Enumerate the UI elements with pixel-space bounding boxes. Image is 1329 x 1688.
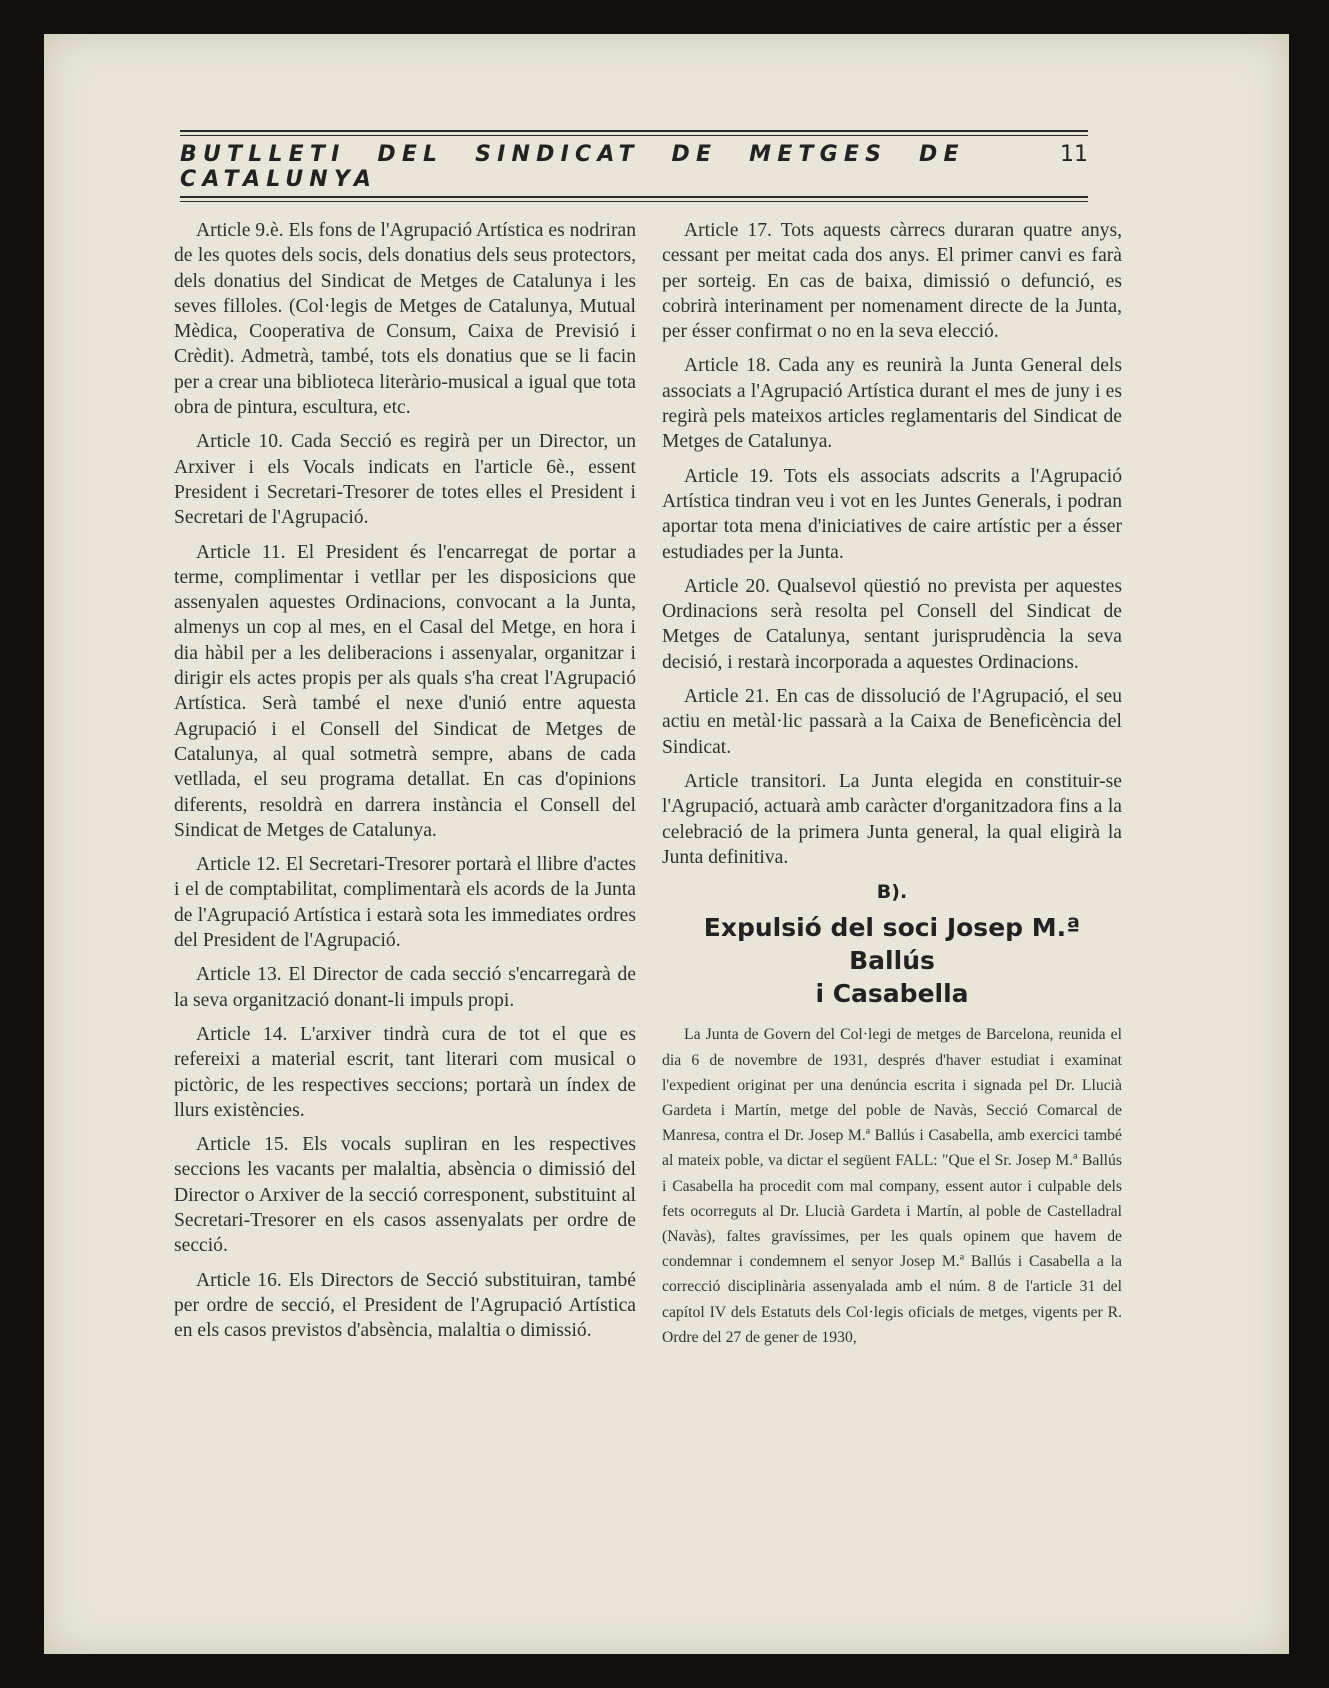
publication-title: BUTLLETI DEL SINDICAT DE METGES DE CATALUNYA [180, 142, 965, 192]
article-9: Article 9.è. Els fons de l'Agrupació Artística es nodriran de les quotes dels socis, dels donatius dels seus protectors, dels donatius del Sindicat de Metges de Catalunya i les seves filloles. (Col·legis de Metges de Catalunya, Mutual Mèdica, Cooperativa de Consum, Caixa de Previsió i Crèdit). Admetrà, també, tots els donatius que se li facin per a crear una biblioteca literàrio-musical a igual que tota obra de pintura, escultura, etc. [174, 220, 636, 419]
section-title-line-1: Expulsió del soci Josep M.ª Ballús [703, 913, 1081, 976]
header-bottom-rule [180, 196, 1088, 202]
article-21: Article 21. En cas de dissolució de l'Agrupació, el seu actiu en metàl·lic passarà a la Caixa de Beneficència del Sindicat. [662, 686, 1122, 758]
section-letter: B). [876, 881, 908, 904]
article-18: Article 18. Cada any es reunirà la Junta General dels associats a l'Agrupació Artística durant el mes de juny i es regirà pels mateixos articles reglamentaris del Sindicat de Metges de Catalunya. [662, 355, 1122, 453]
header-row [180, 136, 1088, 196]
article-10: Article 10. Cada Secció es regirà per un Director, un Arxiver i els Vocals indicats en l'article 6è., essent President i Secretari-Tresorer de totes elles el President i Secretari de l'Agrupació. [174, 431, 636, 529]
article-13: Article 13. El Director de cada secció s'encarregarà de la seva organització donant-li impuls propi. [174, 964, 636, 1011]
article-11: Article 11. El President és l'encarregat de portar a terme, complimentar i vetllar per les disposicions que assenyalen aquestes Ordinacions, convocant a la Junta, almenys un cop al mes, en el Casal del Metge, en hora i dia hàbil per a les deliberacions i assenyalar, organitzar i dirigir els actes propis per als quals s'ha creat l'Agrupació Artística. Serà també el nexe d'unió entre aquesta Agrupació i el Consell del Sindicat de Metges de Catalunya, al qual sotmetrà sempre, abans de cada vetllada, el seu programa detallat. En cas d'opinions diferents, resoldrà en darrera instància el Consell del Sindicat de Metges de Catalunya. [174, 541, 636, 841]
article-15: Article 15. Els vocals supliran en les respectives seccions les vacants per malaltia, absència o dimissió del Director o Arxiver de la secció corresponent, substituint al Secretari-Tresorer en els casos assenyalats per ordre de secció. [174, 1134, 636, 1257]
section-body: La Junta de Govern del Col·legi de metges de Barcelona, reunida el dia 6 de novembre de 1931, després d'haver estudiat i examinat l'expedient originat per una denúncia escrita i signada pel Dr. Llucià Gardeta i Martín, metge del poble de Navàs, Secció Comarcal de Manresa, contra el Dr. Josep M.ª Ballús i Casabella, amb exercici també al mateix poble, va dictar el següent FALL: "Que el Sr. Josep M.ª Ballús i Casabella ha procedit com mal company, essent autor i culpable dels fets ocorreguts al Dr. Llucià Gardeta i Martín, al poble de Castelladral (Navàs), faltes gravíssimes, per les quals opinem que havem de condemnar i condemnem el senyor Josep M.ª Ballús i Casabella a la correcció disciplinària assenyalada amb el núm. 8 de l'article 31 del capítol IV dels Estatuts dels Col·legis oficials de metges, vigents per R. Ordre del 27 de gener de 1930, [662, 1026, 1122, 1346]
left-column [174, 218, 636, 1352]
article-transitori: Article transitori. La Junta elegida en constituir-se l'Agrupació, actuarà amb caràcter d'organitzadora fins a la celebració de la primera Junta general, la qual eligirà la Junta definitiva. [662, 770, 1122, 868]
article-19: Article 19. Tots els associats adscrits a l'Agrupació Artística tindran veu i vot en les Juntes Generals, i podran aportar tota mena d'iniciatives de caire artístic per a ésser estudiades per la Junta. [662, 465, 1122, 563]
article-17: Article 17. Tots aquests càrrecs duraran quatre anys, cessant per meitat cada dos anys. El primer canvi es farà per sorteig. En cas de baixa, dimissió o defunció, es cobrirà interinament per nomenament directe de la Junta, per ésser confirmat o no en la seva elecció. [662, 220, 1122, 343]
page-number: 11 [1060, 142, 1088, 167]
right-column [662, 218, 1122, 1359]
article-12: Article 12. El Secretari-Tresorer portarà el llibre d'actes i el de comptabilitat, complimentarà els acords de la Junta de l'Agrupació Artística i estarà sota les immediates ordres del President de l'Agrupació. [174, 854, 636, 952]
article-14: Article 14. L'arxiver tindrà cura de tot el que es refereixi a material escrit, tant literari com musical o pictòric, de les respectives seccions; portarà un índex de llurs existències. [174, 1023, 636, 1121]
section-title [662, 911, 1122, 1010]
running-header [180, 130, 1088, 202]
section-title-line-2: i Casabella [815, 979, 969, 1009]
article-20: Article 20. Qualsevol qüestió no prevista per aquestes Ordinacions serà resolta pel Consell del Sindicat de Metges de Catalunya, sentant jurisprudència la seva decisió, i restarà incorporada a aquestes Ordinacions. [662, 575, 1122, 673]
article-16: Article 16. Els Directors de Secció substituiran, també per ordre de secció, el President de l'Agrupació Artística en els casos previstos d'absència, malaltia o dimissió. [174, 1269, 636, 1342]
